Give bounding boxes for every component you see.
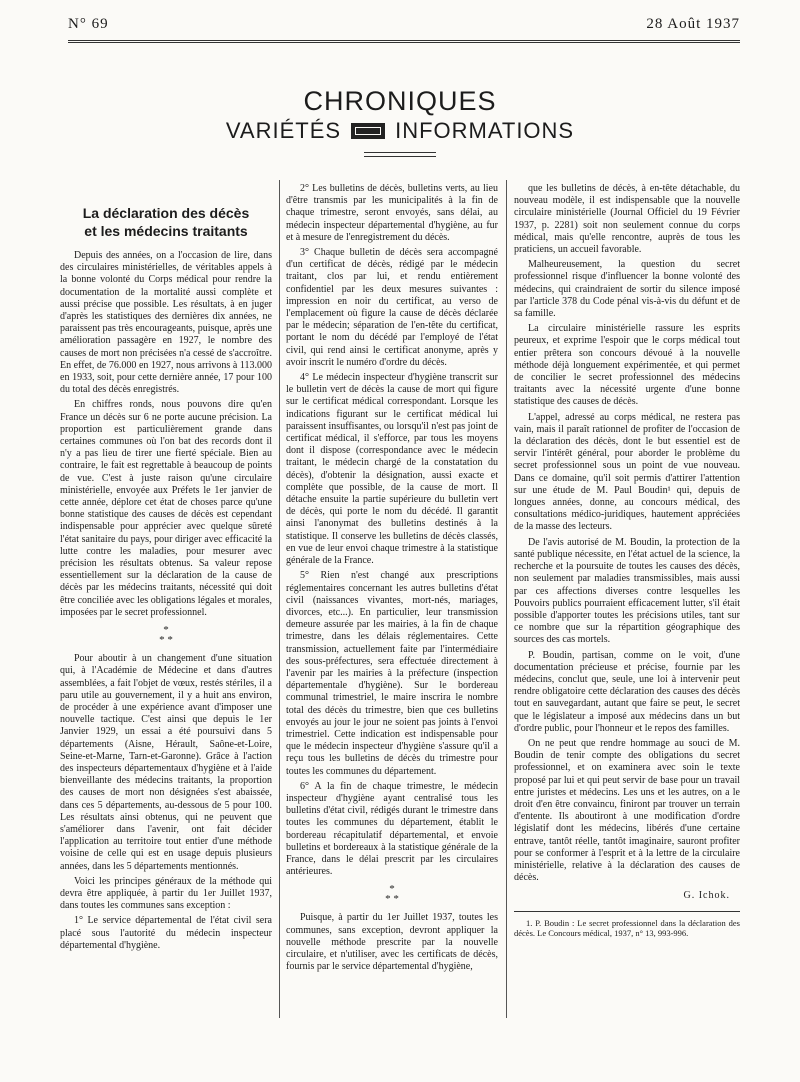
section-subtitle-left: VARIÉTÉS [225,118,342,143]
section-separator: * * * [385,883,399,906]
author-signature: G. Ichok. [683,890,730,902]
article-title-line: et les médecins traitants [84,223,248,239]
paragraph: Puisque, à partir du 1er Juillet 1937, toutes les communes, sans exception, devront appliquer la nouvelle méthode prescrite par la nouvelle circulaire, et n'utiliser, avec les certificats de décès, fournis par le service départemental d'hygiène, [286,912,498,973]
paragraph: 1° Le service départemental de l'état civil sera placé sous l'autorité du médecin inspecteur départemental d'hygiène. [60,915,272,951]
paragraph: 2° Les bulletins de décès, bulletins verts, au lieu d'être transmis par les municipalités à la fin de chaque trimestre, seront envoyés, sans délai, au médecin inspecteur départemental d'hygiène, au fur et à mesure de l'enregistrement du décès. [286,183,498,243]
title-rule [364,156,436,157]
footnote-rule [514,911,740,912]
paragraph: La circulaire ministérielle rassure les esprits peureux, et exprime l'espoir que le corps médical tout entier prêtera son concours dévoué à la nouvelle méthode déjà longuement expérimentée, et qui permet de concilier le secret professionnel des médecins traitants avec la nécessité urgente d'une bonne statistique des causes de décès. [514,323,740,408]
section-separator: * * * [159,624,173,647]
paragraph: Depuis des années, on a l'occasion de lire, dans des circulaires ministérielles, de véritables appels à la bonne volonté du Corps médical pour rendre la documentation de la mortalité aussi complète et aussi précise que possible. Les résultats, à en juger d'après les statistiques des dernières dix années, ne paraissent pas très encourageants, puisque, après une amélioration passagère en 1927, le nombre des causes de mort non précisées n'a cessé de s'accroître. En effet, de 76.000 en 1927, nous arrivons à 113.000 en 1933, soit, pour cette dernière année, 17 pour 100 du total des décès enregistrés. [60,250,272,396]
footnote: 1. P. Boudin : Le secret professionnel dans la déclaration des décès. Le Concours médical, 1937, n° 13, 993-996. [514,917,740,938]
paragraph: 3° Chaque bulletin de décès sera accompagné d'un certificat de décès, rédigé par le médecin traitant, clos par lui, et rendu entièrement confidentiel par les deux mesures suivantes : impression en noir du certificat, au verso de l'emplacement où figure la cause de décès déclarée par le médecin; séparation de l'en-tête du certificat, portant le nom du décédé par l'employé de l'état civil, qui rend ainsi le certificat anonyme, après y avoir inscrit le numéro d'ordre du décès. [286,247,498,368]
paragraph: Malheureusement, la question du secret professionnel risque d'influencer la bonne volonté des médecins, qui craindraient de sortir du silence imposé par l'article 378 du Code pénal vis-à-vis du défunt et de sa famille. [514,259,740,320]
article-title [60,204,272,240]
article-title-line: La déclaration des décès [82,205,250,221]
paragraph: De l'avis autorisé de M. Boudin, la protection de la santé publique nécessite, en l'état actuel de la science, la recherche et la poursuite de toutes les causes des décès, non seulement par maladies transmissibles, mais aussi par ces affections diverses contre lesquelles les Pouvoirs publics pourraient efficacement lutter, s'il était possible d'apporter toutes les précisions utiles, tant sur ce nombre que sur la répartition géographique des sources des cas mortels. [514,536,740,646]
paragraph: 6° A la fin de chaque trimestre, le médecin inspecteur d'hygiène ayant centralisé tous les bulletins d'état civil, rédigés durant le trimestre dans toutes les communes du département, établit le bordereau récapitulatif départemental, et envoie bulletins et bordereaux à la statistique générale de la France, dans le délai prescrit par les circulaires antérieures. [286,780,498,878]
column-divider [506,180,507,1018]
column-1 [60,250,272,955]
paragraph: On ne peut que rendre hommage au souci de M. Boudin de tenir compte des obligations du secret professionnel, et on examinera avec soin le texte proposé par lui et qui peut servir de base pour un travail entre juristes et médecins. Les uns et les autres, on a le droit d'en être convaincu, finiront par trouver un terrain d'entente. Ils aboutiront à une modification d'ordre législatif dont les médecins, libérés d'une certaine entrave, tantôt réelle, tantôt imaginaire, sauront profiter pour se conformer à l'esprit et à la lettre de la circulaire ministérielle, relative à la déclaration des causes de décès. [514,737,740,884]
section-subtitle [0,118,800,144]
paragraph: Pour aboutir à un changement d'une situation qui, à l'Académie de Médecine et dans d'autres assemblées, a fait l'objet de vœux, restés stériles, il a paru utile au gouvernement, il y a huit ans environ, de procéder à une expérience avant d'imposer une nouvelle tactique. C'est ainsi que depuis le 1er Janvier 1929, un essai a été poursuivi dans 5 départements (Aisne, Hérault, Saône-et-Loire, Seine-et-Marne, Tarn-et-Garonne). Grâce à l'action des inspecteurs départementaux d'hygiène et à l'aide bienveillante des médecins traitants, la proportion des causes de mort non désignées s'est abaissée, dans ces 5 départements, au-dessous de 5 pour 100. Les résultats ainsi obtenus, qui ne peuvent que s'améliorer dans l'avenir, ont fait décider l'application au territoire tout entier d'une méthode voisine de celle qui est en usage depuis plusieurs années, dans les 5 départements mentionnés. [60,653,272,872]
paragraph: Voici les principes généraux de la méthode qui devra être appliquée, à partir du 1er Juillet 1937, dans toutes les communes sans exception : [60,875,272,912]
paragraph: que les bulletins de décès, à en-tête détachable, du nouveau modèle, il est indispensable que la nouvelle circulaire ministérielle (Journal Officiel du 19 Février 1937, p. 2281) soit non seulement connue du corps médical, mais qu'elle rencontre, auprès de tous les praticiens, un accueil favorable. [514,183,740,256]
issue-number: N° 69 [68,16,109,32]
column-divider [279,180,280,1018]
column-2 [286,183,498,976]
section-subtitle-right: INFORMATIONS [395,118,575,143]
paragraph: L'appel, adressé au corps médical, ne restera pas vain, mais il paraît rationnel de profiter de l'occasion de la déclaration des décès, dont le but essentiel est de servir l'intérêt général, pour aborder le problème du secret professionnel sous un point de vue nouveau. Dans ce domaine, qu'il soit permis d'attirer l'attention sur une étude de M. Paul Boudin¹ qui, depuis de longues années, donne, au concours médical, des consultations médico-juridiques, hautement appréciées de la masse des lecteurs. [514,411,740,533]
ornament-icon [351,123,385,139]
paragraph: 4° Le médecin inspecteur d'hygiène transcrit sur le bulletin vert de décès la cause de mort qui figure sur le certificat médical correspondant. Lorsque les indications figurant sur le certificat médical lui paraissent insuffisantes, ou lorsqu'il n'est pas joint de certificat médical, il s'efforce, par tous les moyens dont il dispose (correspondance avec le médecin traitant, le médecin chargé de la constatation du décès), d'obtenir la désignation, aussi exacte et complète que possible, de la cause de mort. Il détache ensuite la partie supérieure du bulletin vert de décès, qui porte le nom du décédé. Il garantit ainsi l'anonymat des bulletins destinés à la statistique. Il conserve les bulletins de décès classés, en vue de leur envoi chaque trimestre à la statistique générale de la France. [286,372,498,567]
title-rule [364,152,436,153]
header-rule [68,40,740,43]
paragraph: En chiffres ronds, nous pouvons dire qu'en France un décès sur 6 ne porte aucune précision. La proportion est particulièrement grande dans certaines communes où l'on bat des records dont il n'y a pas lieu de tirer une fierté spéciale. Bien au contraire, le fait est regrettable à beaucoup de points de vue. C'est à juste raison qu'une circulaire ministérielle, envoyée aux Préfets le 1er janvier de cette année, déplore cet état de choses parce qu'une bonne statistique des causes de décès est cependant indispensable pour apprécier avec quelque sûreté l'état sanitaire du pays, pour diriger avec efficacité la lutte contre les maladies, pour mesurer avec précision les résultats obtenus. Sa valeur repose essentiellement sur la déclaration de la cause de décès par les médecins traitants, nécessité qui doit être conciliée avec les obligations légales et morales, imposées par le secret professionnel. [60,399,272,618]
paragraph: 5° Rien n'est changé aux prescriptions réglementaires concernant les autres bulletins d'état civil (naissances vivantes, mort-nés, mariages, divorces, etc...). En particulier, leur transmission demeure assurée par les mairies, à la fin de chaque trimestre, dans les délais réglementaires. Cette transmission, actuellement faite par l'intermédiaire des sous-préfectures, sera effectuée directement à l'avenir par les mairies à la préfecture (inspection départementale d'hygiène). Sur le bordereau communal trimestriel, le maire inscrira le nombre total des décès du trimestre, bien que ces bulletins envoyés au jour le jour ne soient pas joints à l'envoi trimestriel. Cette indication est indispensable pour que le médecin inspecteur d'hygiène s'assure qu'il a reçu tous les bulletins de décès du trimestre pour toutes les communes du département. [286,570,498,777]
section-title: CHRONIQUES [303,86,497,116]
issue-date: 28 Août 1937 [646,16,740,32]
paragraph: P. Boudin, partisan, comme on le voit, d'une documentation précieuse et précise, fournie par les médecins, conclut que, seule, une loi à intervenir peut rendre obligatoire cette déclaration des causes des décès tout en sauvegardant, autant que faire se peut, le secret que le législateur a imposé aux médecins dans un but d'ordre public, pour l'honneur et le repos des familles. [514,649,740,734]
column-3 [514,183,740,938]
